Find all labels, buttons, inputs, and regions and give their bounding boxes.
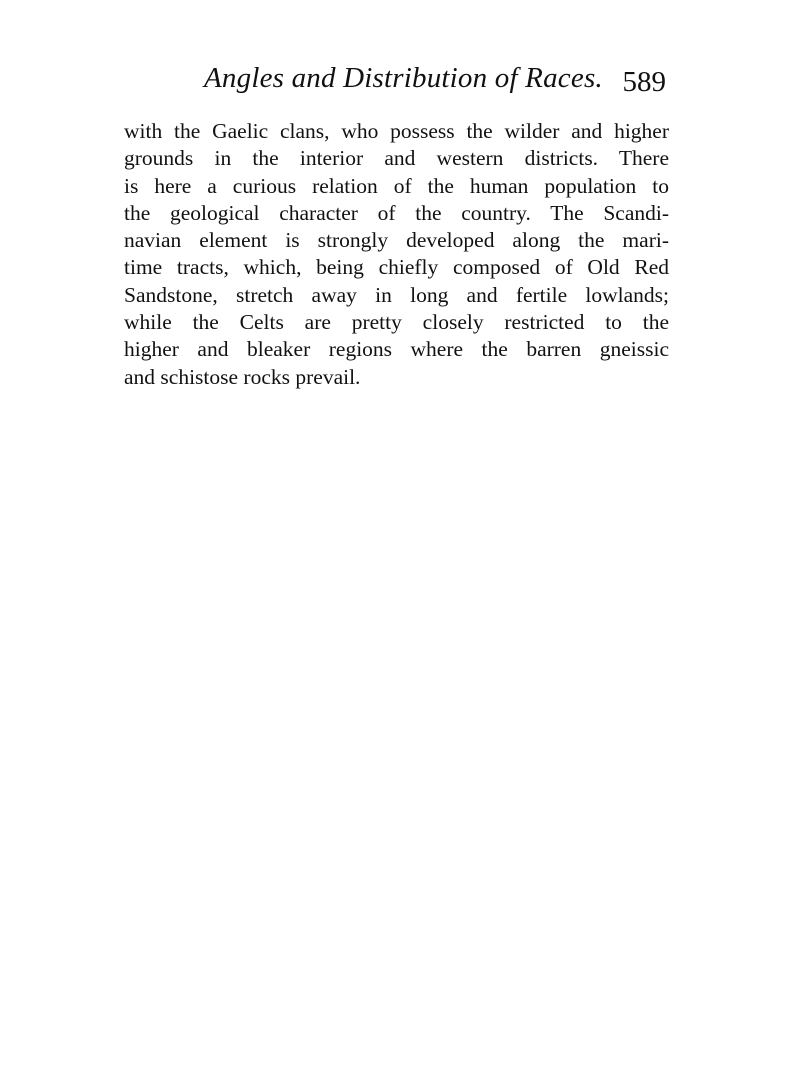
running-head — [124, 58, 670, 98]
text-line: navian element is strongly developed along the mari- — [124, 228, 669, 253]
text-line: with the Gaelic clans, who possess the wilder and higher — [124, 119, 669, 143]
text-line: is here a curious relation of the human population to — [124, 173, 669, 198]
running-title: Angles and Distribution of Races. — [204, 62, 603, 94]
text-line: and schistose rocks prevail. — [124, 364, 361, 389]
body-paragraph — [124, 118, 669, 391]
text-line: the geological character of the country. The Scandi- — [124, 200, 669, 225]
text-line: grounds in the interior and western districts. There — [124, 146, 669, 171]
page-number: 589 — [622, 66, 666, 98]
text-line: higher and bleaker regions where the barren gneissic — [124, 337, 669, 362]
text-line: time tracts, which, being chiefly composed of Old Red — [124, 255, 669, 280]
text-line: Sandstone, stretch away in long and fertile lowlands; — [124, 282, 669, 307]
text-line: while the Celts are pretty closely restricted to the — [124, 310, 669, 335]
